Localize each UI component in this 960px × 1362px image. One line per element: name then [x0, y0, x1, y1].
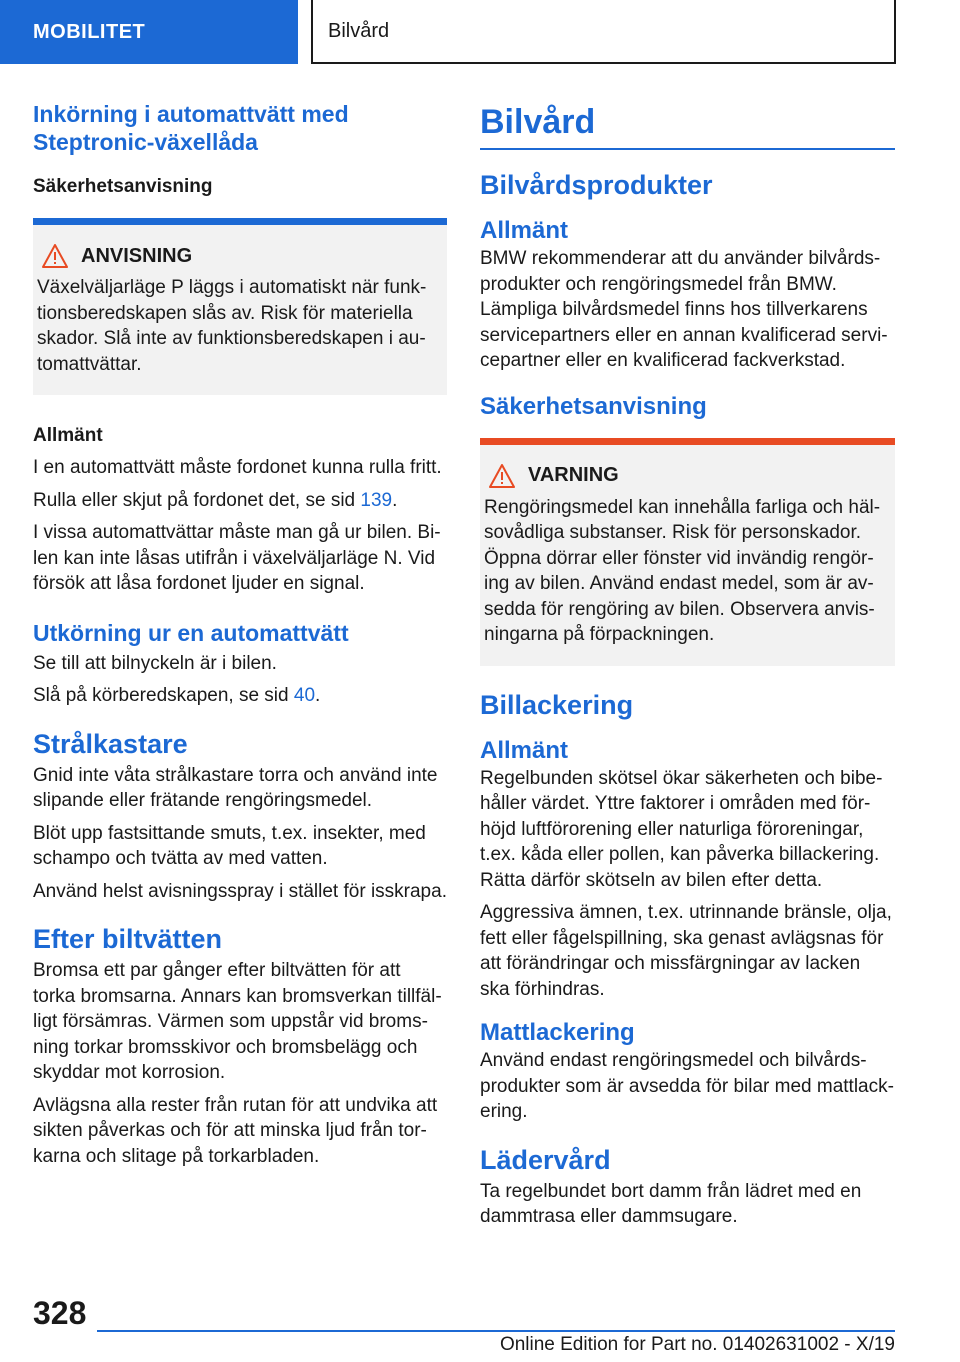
section-tab [0, 0, 298, 64]
subheading-matte-paint: Mattlackering [480, 1019, 635, 1046]
paragraph: I vissa automattvättar måste man gå ur bilen. Bi-len kan inte låsas utifrån i växelväljarläge N. Vid försök att låsa fordonet ljuder en signal. [33, 522, 441, 594]
warning-text: Rengöringsmedel kan innehålla farliga och häl-sovådliga substanser. Risk för personskador. Öppna dörrar eller fönster vid invändig rengör-ing av bilen. Använd endast medel, som är av-sedda för rengöring av bilen. Observera anvis-ningarna på förpackningen. [484, 496, 881, 645]
page-link[interactable]: 40 [293, 685, 316, 706]
chapter-heading-rule [480, 100, 895, 150]
chapter-heading: Bilvård [480, 103, 596, 141]
paragraph: BMW rekommenderar att du använder bilvårds-produkter och rengöringsmedel från BMW. Lämpliga bilvårdsmedel finns hos tillverkarens servicepartners eller en annan kvalificerad servi-cepartner eller en kvalificerad fackverkstad. [480, 248, 888, 371]
chapter-label: Bilvård [328, 19, 390, 42]
paragraph: Se till att bilnyckeln är i bilen. [33, 652, 277, 674]
edition-footer: Online Edition for Part no. 01402631002 - X/19 [499, 1334, 895, 1355]
heading-drive-in-carwash: Inkörning i automattvätt med Steptronic-växellåda [33, 101, 349, 155]
paragraph-with-link: Slå på körberedskapen, se sid 40. [33, 685, 321, 706]
paragraph: Ta regelbundet bort damm från lädret med en dammtrasa eller dammsugare. [480, 1180, 862, 1227]
warning-box [480, 438, 895, 666]
page-link[interactable]: 139 [360, 489, 393, 511]
notice-box [33, 218, 447, 395]
subheading-safety: Säkerhetsanvisning [33, 176, 213, 197]
paragraph: Aggressiva ämnen, t.ex. utrinnande bränsle, olja, fett eller fågelspillning, ska genast avlägsnas för att förändringar och missfärgningar av lacken ska förhindras. [480, 902, 892, 1000]
paragraph: Använd helst avisningsspray i stället för isskrapa. [33, 880, 447, 902]
heading-care-products: Bilvårdsprodukter [480, 170, 713, 200]
right-column [480, 100, 895, 1237]
left-column [33, 100, 447, 1176]
warning-title [484, 463, 881, 489]
heading-drive-out: Utkörning ur en automattvätt [33, 619, 349, 646]
paragraph: Gnid inte våta strålkastare torra och använd inte slipande eller frätande rengöringsmedel. [33, 764, 438, 811]
notice-title [37, 243, 433, 269]
warning-triangle-icon [488, 463, 516, 489]
heading-headlights: Strålkastare [33, 728, 188, 759]
paragraph-with-link: Rulla eller skjut på fordonet det, se sid 139. [33, 489, 398, 511]
heading-leather-care: Lädervård [480, 1144, 611, 1175]
page-number: 328 [33, 1295, 87, 1331]
notice-text: Växelväljarläge P läggs i automatiskt när funk-tionsberedskapen slås av. Risk för materiella skador. Slå inte av funktionsberedskapen i au-tomattvättar. [37, 277, 427, 375]
subheading-general: Allmänt [33, 425, 103, 446]
paragraph: Bromsa ett par gånger efter biltvätten för att torka bromsarna. Annars kan bromsverkan tillfäl-ligt försämras. Värmen som uppstår vid broms-ning torkar bromsskivor och bromsbelägg och skyddar mot korrosion. [33, 960, 442, 1083]
subheading-general: Allmänt [480, 736, 569, 764]
warning-triangle-icon [41, 243, 69, 269]
heading-paint: Billackering [480, 689, 634, 720]
subheading-general: Allmänt [480, 217, 569, 244]
chapter-tab [311, 0, 896, 64]
paragraph: Regelbunden skötsel ökar säkerheten och bibe-håller värdet. Yttre faktorer i områden med för-höjd luftförorening eller naturliga föroreningar, t.ex. kåda eller pollen, kan påverka billackering. Rätta därför skötseln av bilen efter detta. [480, 767, 883, 891]
section-label: MOBILITET [33, 20, 146, 43]
subheading-safety: Säkerhetsanvisning [480, 392, 707, 420]
footer-divider [97, 1330, 895, 1332]
notice-title-text: ANVISNING [81, 244, 193, 267]
warning-title-text: VARNING [528, 464, 619, 486]
paragraph: Blöt upp fastsittande smuts, t.ex. insekter, med schampo och tvätta av med vatten. [33, 822, 426, 869]
paragraph: I en automattvätt måste fordonet kunna rulla fritt. [33, 457, 442, 478]
paragraph: Använd endast rengöringsmedel och bilvårds-produkter som är avsedda för bilar med mattlack-ering. [480, 1050, 894, 1122]
paragraph: Avlägsna alla rester från rutan för att undvika att sikten påverkas och för att minska ljud från tor-karna och slitage på torkarbladen. [33, 1094, 438, 1167]
heading-after-wash: Efter biltvätten [33, 924, 223, 954]
